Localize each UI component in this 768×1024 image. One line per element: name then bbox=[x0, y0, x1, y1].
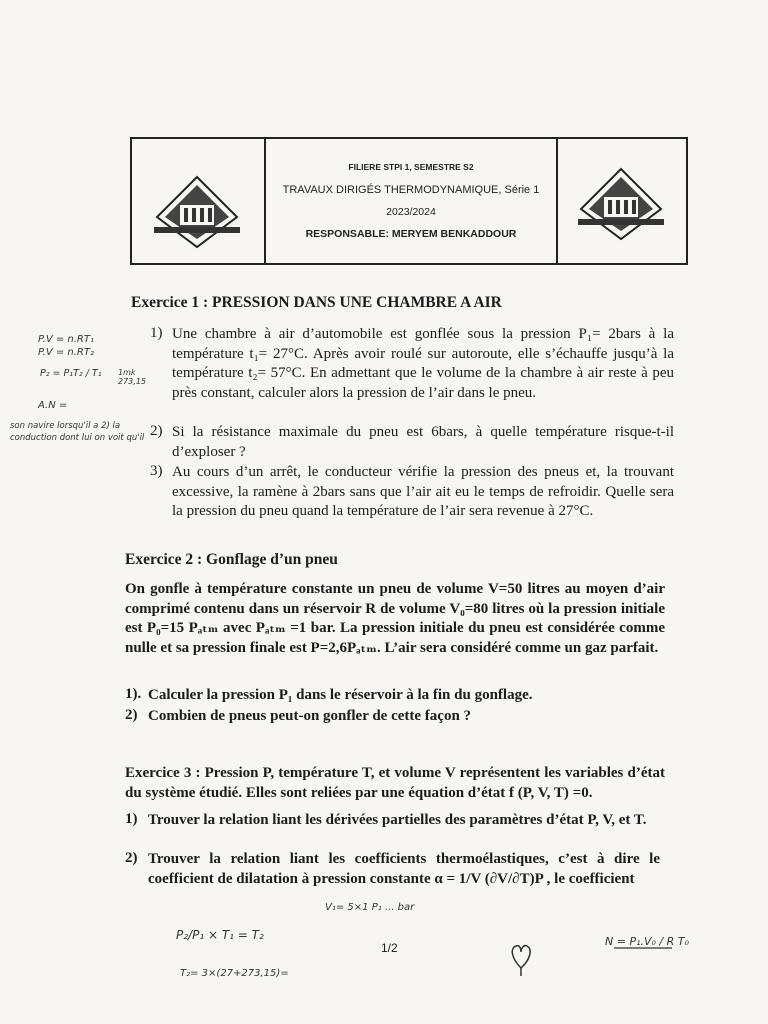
handwritten-note: T₂= 3×(27+273,15)= bbox=[180, 968, 289, 979]
ex2-q2-text: Combien de pneus peut-on gonfler de cette façon ? bbox=[148, 708, 472, 724]
ex3-intro bbox=[125, 764, 665, 803]
right-logo bbox=[556, 139, 686, 263]
left-logo bbox=[132, 139, 266, 263]
header-text bbox=[266, 139, 556, 263]
ex3-q2-number: 2) bbox=[125, 850, 138, 866]
handwritten-note: son navire lorsqu'il a 2) la conduction dont lui on voit qu'il bbox=[10, 421, 145, 443]
heart-doodle-icon bbox=[506, 938, 536, 978]
ex1-q2-text: Si la résistance maximale du pneu est 6bars, à quelle température risque-t-il d’exploser ? bbox=[172, 424, 674, 460]
ex2-q1-text: Calculer la pression P₁ dans le réservoir à la fin du gonflage. bbox=[148, 687, 533, 703]
ex2-q1-number: 1). bbox=[125, 686, 142, 702]
ex1-q2-number: 2) bbox=[150, 423, 163, 439]
exercise1-title: Exercice 1 : PRESSION DANS UNE CHAMBRE A AIR bbox=[131, 294, 502, 311]
ex3-q1-text: Trouver la relation liant les dérivées partielles des paramètres d’état P, V, et T. bbox=[148, 812, 647, 828]
school-logo-icon bbox=[558, 139, 684, 263]
ex1-q3-text: Au cours d’un arrêt, le conducteur vérifie la pression des pneus et, la trouvant excessive, la ramène à 2bars sans que l’air ait eu le temps de refroidir. Quelle sera la pression du pneu quand la température de l’air sera revenue à 27°C. bbox=[172, 464, 674, 519]
handwritten-note: P.V = n.RT₂ bbox=[38, 347, 94, 358]
handwritten-note: 1mk 273,15 bbox=[118, 368, 146, 386]
handwritten-note: A.N = bbox=[38, 400, 68, 411]
ex1-q1-text: Une chambre à air d’automobile est gonflée sous la pression P₁= 2bars à la température t₁= 27°C. Après avoir roulé sur autoroute, elle s’échauffe jusqu’à la température t₂= 57°C. En admettant que le volume de la chambre à air reste à peu près constant, calculer alors la pression de l’air dans le pneu. bbox=[172, 326, 674, 401]
header-program: FILIERE STPI 1, SEMESTRE S2 bbox=[348, 162, 474, 172]
exercise2-title: Exercice 2 : Gonflage d’un pneu bbox=[125, 551, 338, 568]
ex1-q1-number: 1) bbox=[150, 325, 163, 341]
handwritten-note: P₂/P₁ × T₁ = T₂ bbox=[176, 928, 264, 942]
ex3-q1-number: 1) bbox=[125, 811, 138, 827]
ex3-intro-text: Pression P, température T, et volume V représentent les variables d’état du système étudié. Elles sont reliées par une équation d’état f (P, V, T) =0. bbox=[125, 765, 666, 801]
header-course: TRAVAUX DIRIGÉS THERMODYNAMIQUE, Série 1 bbox=[282, 184, 540, 196]
header-responsible: RESPONSABLE: MERYEM BENKADDOUR bbox=[305, 228, 517, 240]
ex2-q2-number: 2) bbox=[125, 707, 138, 723]
ex3-q2-text: Trouver la relation liant les coefficients thermoélastiques, c’est à dire le coefficient de dilatation à pression constante α = 1/V (∂V/∂T)P , le coefficient bbox=[148, 851, 660, 887]
header-year: 2023/2024 bbox=[386, 206, 436, 218]
ex1-q3-number: 3) bbox=[150, 463, 163, 479]
school-logo-icon bbox=[132, 139, 262, 263]
header-box bbox=[130, 137, 688, 265]
handwritten-note: N = P₁.V₀ / R T₀ bbox=[605, 935, 689, 948]
page-number: 1/2 bbox=[381, 941, 398, 955]
handwritten-note: P.V = n.RT₁ bbox=[38, 334, 94, 345]
handwritten-note: V₁= 5×1 P₁ ... bar bbox=[325, 902, 415, 913]
fraction-line bbox=[614, 945, 674, 951]
exercise3-title: Exercice 3 : bbox=[125, 765, 201, 781]
ex2-intro: On gonfle à température constante un pneu de volume V=50 litres au moyen d’air comprimé contenu dans un réservoir R de volume V₀=80 litres où la pression initiale est P₀=15 Pₐₜₘ avec Pₐₜₘ =1 bar. La pression initiale du pneu est considérée comme nulle et sa pression finale est P=2,6Pₐₜₘ. L’air sera considéré comme un gaz parfait. bbox=[125, 581, 665, 656]
handwritten-note: P₂ = P₁T₂ / T₁ bbox=[40, 368, 102, 379]
